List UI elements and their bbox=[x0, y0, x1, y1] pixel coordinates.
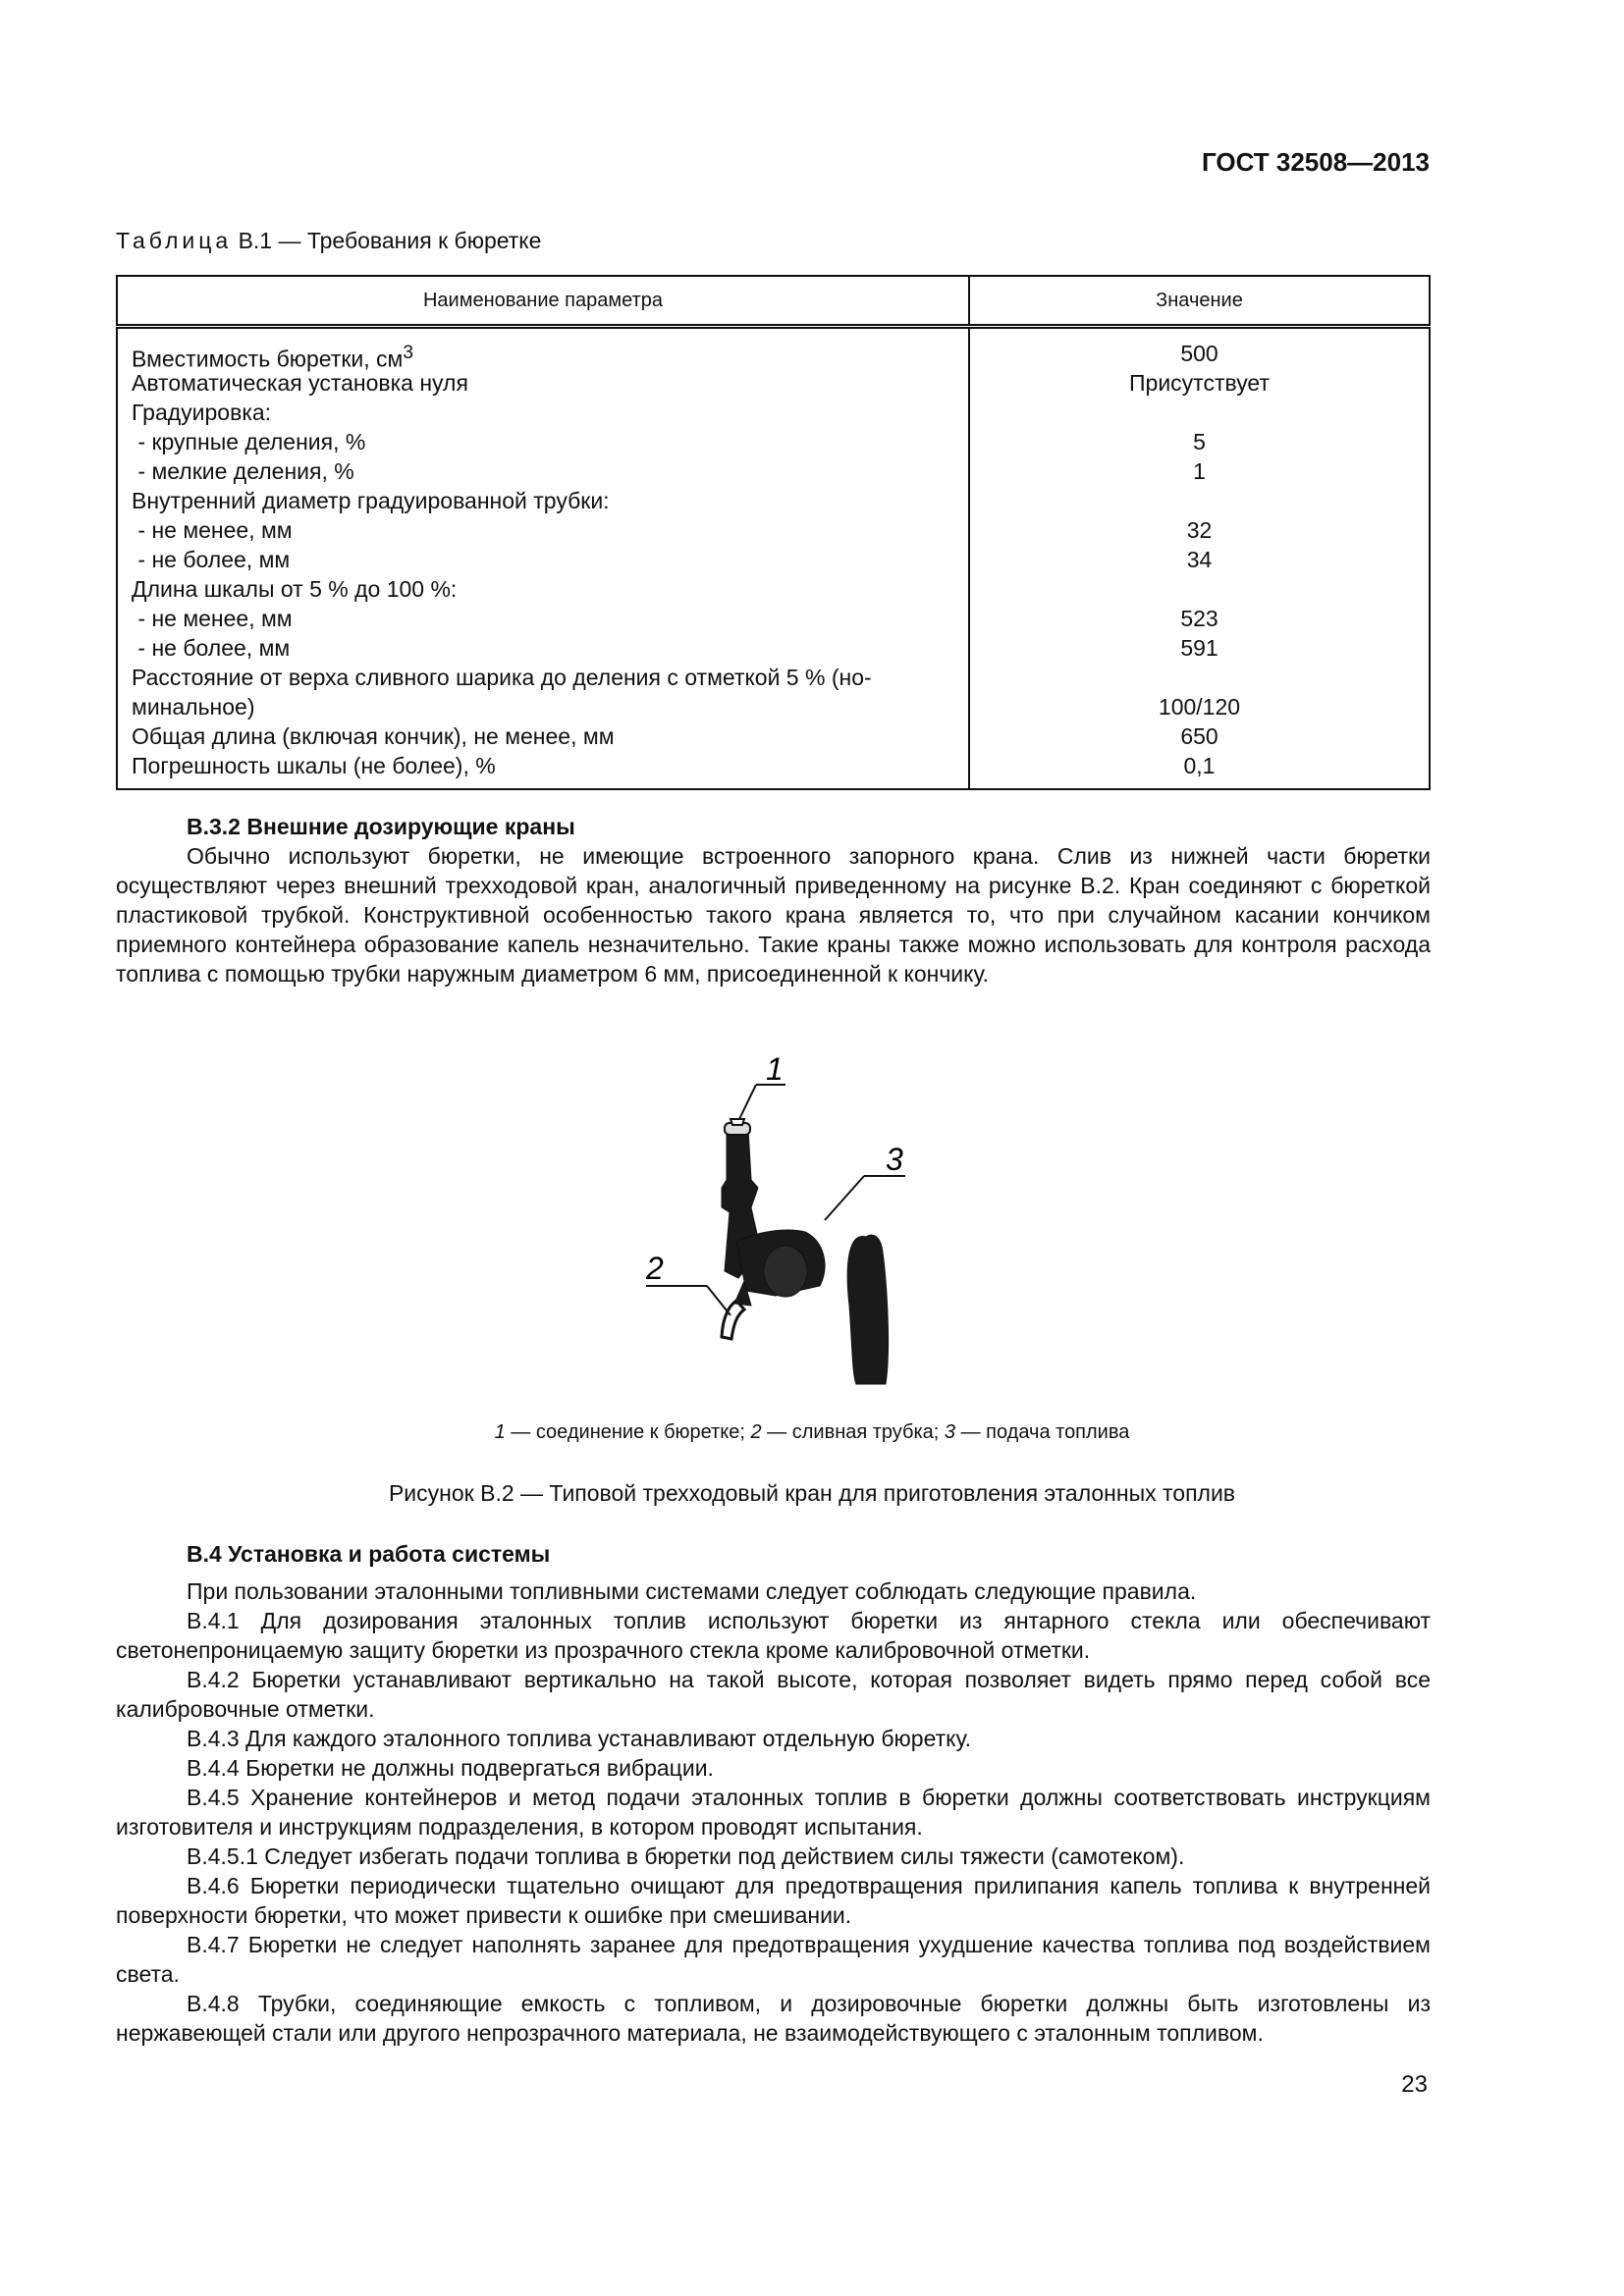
parameter-name: Вместимость бюретки, $см^3$ bbox=[132, 343, 414, 372]
figure-legend: 1 — соединение к бюретке; 2 — сливная трубка; 3 — подача топлива bbox=[494, 1421, 1130, 1443]
parameter-value: 34 bbox=[1186, 547, 1213, 572]
section-heading: В.4 Установка и работа системы bbox=[187, 1541, 551, 1567]
valve-drawing bbox=[722, 1119, 889, 1384]
section-paragraph: В.4.6 Бюретки периодически тщательно очищают для предотвращения прилипания капель топлива к внутренней поверхности бюретки, что может привести к ошибке при смешивании. bbox=[116, 1873, 1431, 1928]
table-caption-prefix: Таблица bbox=[116, 228, 233, 253]
parameter-value bbox=[970, 663, 1429, 692]
figure-caption: Рисунок В.2 — Типовой трехходовый кран для приготовления эталонных топлив bbox=[388, 1480, 1236, 1506]
parameter-name: Градуировка: bbox=[132, 400, 272, 425]
section-paragraph: При пользовании эталонными топливными системами следует соблюдать следующие правила. bbox=[187, 1578, 1197, 1604]
parameter-names-cell bbox=[117, 327, 969, 790]
parameter-name: - не менее, мм bbox=[132, 606, 293, 631]
callout-label-2: 2 bbox=[646, 1251, 664, 1286]
parameter-name: минальное) bbox=[132, 694, 255, 720]
requirements-table bbox=[116, 275, 1431, 790]
three-way-valve-figure bbox=[628, 1050, 923, 1394]
parameter-name: - не более, мм bbox=[132, 635, 291, 661]
section-paragraph: Обычно используют бюретки, не имеющие встроенного запорного крана. Слив из нижней части бюретки осуществляют через внешний трехходовой кран, аналогичный приведенному на рисунке В.2. Кран соединяют с бюреткой пластиковой трубкой. Конструктивной особенностью такого крана является то, что при случайном касании кончиком приемного контейнера образование капель незначительно. Такие краны также можно использовать для контроля расхода топлива с помощью трубки наружным диаметром 6 мм, присоединенной к кончику. bbox=[116, 843, 1431, 987]
table-header-row bbox=[117, 276, 1430, 327]
parameter-name: Внутренний диаметр градуированной трубки: bbox=[132, 488, 610, 513]
parameter-name: Общая длина (включая кончик), не менее, мм bbox=[132, 723, 615, 749]
parameter-name: Автоматическая установка нуля bbox=[132, 370, 468, 396]
parameter-value: 500 bbox=[1180, 341, 1218, 366]
section-heading: В.3.2 Внешние дозирующие краны bbox=[187, 814, 575, 839]
section-paragraph: В.4.4 Бюретки не должны подвергаться вибрации. bbox=[187, 1755, 714, 1781]
parameter-name: Длина шкалы от 5 % до 100 %: bbox=[132, 576, 458, 602]
parameter-value: 32 bbox=[1186, 517, 1213, 543]
parameter-value: 0,1 bbox=[1183, 753, 1216, 778]
parameter-values-cell bbox=[969, 327, 1430, 790]
parameter-value: 650 bbox=[1180, 723, 1218, 749]
parameter-value bbox=[970, 486, 1429, 515]
parameter-name: Погрешность шкалы (не более), % bbox=[132, 753, 496, 778]
parameter-value bbox=[970, 398, 1429, 427]
parameter-name: - мелкие деления, % bbox=[132, 458, 354, 484]
section-b32 bbox=[116, 812, 1431, 988]
section-paragraph: В.4.2 Бюретки устанавливают вертикально на такой высоте, которая позволяет видеть прямо перед собой все калибровочные отметки. bbox=[116, 1667, 1431, 1722]
parameter-name: - не более, мм bbox=[132, 547, 291, 572]
section-paragraph: В.4.5 Хранение контейнеров и метод подачи эталонных топлив в бюретки должны соответствовать инструкциям изготовителя и инструкциям подразделения, в котором проводят испытания. bbox=[116, 1785, 1431, 1840]
callout-label-3: 3 bbox=[886, 1142, 903, 1177]
parameter-value: 591 bbox=[1180, 635, 1218, 661]
column-header-value: Значение bbox=[969, 276, 1430, 327]
parameter-value bbox=[970, 574, 1429, 604]
section-paragraph: В.4.1 Для дозирования эталонных топлив используют бюретки из янтарного стекла или обеспечивают светонепроницаемую защиту бюретки из прозрачного стекла кроме калибровочной отметки. bbox=[116, 1608, 1431, 1663]
section-paragraph: В.4.8 Трубки, соединяющие емкость с топливом, и дозировочные бюретки должны быть изготовлены из нержавеющей стали или другого непрозрачного материала, не взаимодействующего с эталонным топливом. bbox=[116, 1991, 1431, 2046]
superscript: 3 bbox=[403, 343, 414, 363]
document-code: ГОСТ 32508—2013 bbox=[1202, 147, 1430, 177]
table-caption-title: В.1 — Требования к бюретке bbox=[232, 228, 542, 253]
table-caption bbox=[116, 228, 541, 254]
parameter-value: 100/120 bbox=[1158, 694, 1241, 720]
parameter-name: - крупные деления, % bbox=[132, 429, 366, 454]
parameter-name: - не менее, мм bbox=[132, 517, 293, 543]
parameter-name: Расстояние от верха сливного шарика до деления с отметкой 5 % (но- bbox=[132, 665, 872, 690]
page-number: 23 bbox=[1401, 2071, 1428, 2098]
parameter-value: 5 bbox=[1193, 429, 1206, 454]
column-header-parameter: Наименование параметра bbox=[117, 276, 969, 327]
parameter-value: 523 bbox=[1180, 606, 1218, 631]
parameter-value: Присутствует bbox=[1129, 370, 1270, 396]
section-paragraph: В.4.3 Для каждого эталонного топлива устанавливают отдельную бюретку. bbox=[187, 1726, 972, 1751]
table-body-row bbox=[117, 327, 1430, 790]
section-b4 bbox=[116, 1539, 1431, 2048]
parameter-value: 1 bbox=[1193, 458, 1206, 484]
callout-label-1: 1 bbox=[766, 1051, 784, 1087]
section-paragraph: В.4.5.1 Следует избегать подачи топлива в бюретки под действием силы тяжести (самотеком). bbox=[187, 1843, 1185, 1869]
section-paragraph: В.4.7 Бюретки не следует наполнять заранее для предотвращения ухудшение качества топлива под воздействием света. bbox=[116, 1932, 1431, 1987]
